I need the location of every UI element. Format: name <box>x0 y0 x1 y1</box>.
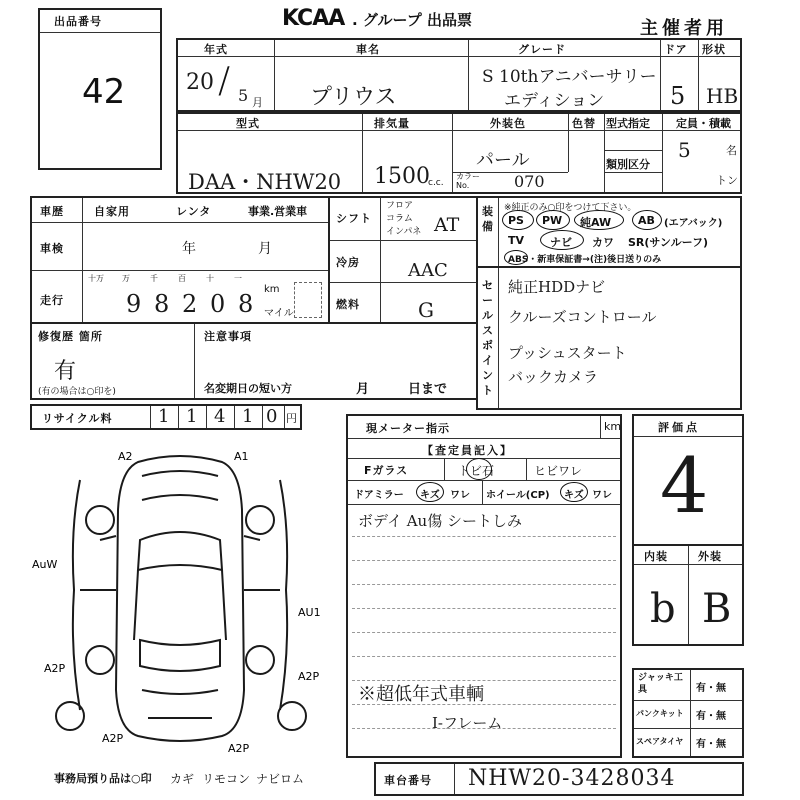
mirror-crack: ワレ <box>450 490 470 501</box>
equip-airbag: AB <box>638 214 655 227</box>
glass-crack: ヒビワレ <box>534 464 583 478</box>
shift-label: シフト <box>336 212 372 225</box>
interior-label: 内装 <box>644 550 668 563</box>
exterior-value: B <box>702 586 732 632</box>
deadline-label: 名変期日の短い方 <box>204 382 292 395</box>
office-items-text: 事務局預り品は○印 <box>54 772 152 785</box>
grade-label: 評価点 <box>658 421 700 434</box>
equip-alloy-wheel: 純AW <box>580 216 612 229</box>
equipment-note: ※純正のみ○印をつけて下さい。 <box>504 203 637 213</box>
mileage-unit-100k: 十万 <box>88 274 104 283</box>
fuel-label: 燃料 <box>336 298 360 311</box>
displacement-label: 排気量 <box>374 117 410 130</box>
sales-point-4: バックカメラ <box>508 368 599 386</box>
color-no-value: 070 <box>514 172 545 191</box>
sales-point-3: プッシュスタート <box>508 344 627 362</box>
vehicle-row-2 <box>176 112 742 194</box>
ton-unit: トン <box>716 174 738 187</box>
recycle-fee-block <box>30 404 302 430</box>
mileage-digit-4: 0 <box>210 290 226 318</box>
notes-label: 注意事項 <box>204 330 252 343</box>
model-value: プリウス <box>310 85 397 110</box>
car-damage-diagram <box>30 440 340 760</box>
sales-point-1: 純正HDDナビ <box>508 278 606 296</box>
inspector-title: 【査定員記入】 <box>422 444 513 457</box>
equip-pw: PW <box>542 214 563 227</box>
wheel-crack: ワレ <box>592 490 612 501</box>
type-label: 型式 <box>236 117 260 130</box>
history-option-private: 自家用 <box>94 205 130 218</box>
recycle-digit-2: 1 <box>186 406 198 427</box>
office-item-remote: リモコン <box>202 772 251 786</box>
mark-a2p-left-rear: A2P <box>44 662 66 675</box>
mile-label: マイル <box>264 308 294 319</box>
tools-box <box>632 668 744 758</box>
recycle-digit-5: 0 <box>266 406 278 427</box>
lot-number-box <box>38 8 162 170</box>
puncture-yes-no: 有・無 <box>696 711 726 722</box>
mileage-digit-1: 9 <box>126 290 142 318</box>
inspector-comment-2: ※超低年式車輌 <box>358 684 484 705</box>
mileage-unit-10: 十 <box>206 274 214 283</box>
history-option-business: 事業.営業車 <box>248 205 308 218</box>
year-label: 年式 <box>204 43 228 56</box>
mileage-unit-10k: 万 <box>122 274 130 283</box>
sales-points-block <box>476 266 742 410</box>
capacity-label: 定員・積載 <box>676 117 731 130</box>
exterior-color-label: 外装色 <box>490 117 526 130</box>
mileage-label: 走行 <box>40 294 64 307</box>
recycle-unit: 円 <box>286 412 297 425</box>
type-designation-label: 型式指定 <box>606 117 650 130</box>
glass-label: Fガラス <box>364 464 409 477</box>
doors-value: 5 <box>670 82 686 110</box>
aircon-value: AAC <box>408 260 448 281</box>
fuel-value: G <box>418 298 434 322</box>
mark-au1-right: AU1 <box>298 606 321 619</box>
grade-value-2: エディション <box>504 91 605 111</box>
inspector-comment-1: ボデイ Au傷 シートしみ <box>358 512 522 530</box>
wheel-label: ホイール(CP) <box>486 490 550 501</box>
history-label: 車歴 <box>40 205 64 218</box>
spare-tire-label: スペアタイヤ <box>636 737 684 746</box>
capacity-value: 5 <box>678 138 691 162</box>
shift-block <box>328 196 478 324</box>
meter-label: 現メーター指示 <box>366 422 450 435</box>
equip-leather: カワ <box>592 236 614 249</box>
mileage-digit-5: 8 <box>238 290 254 318</box>
repair-label: 修復歴 箇所 <box>38 330 103 343</box>
exterior-label: 外装 <box>698 550 722 563</box>
shift-instrument-panel: インパネ <box>386 227 422 237</box>
office-item-navi-rom: ナビロム <box>256 772 305 786</box>
month-value: 5 <box>238 86 249 105</box>
mileage-unit-1k: 千 <box>150 274 158 283</box>
repair-notes-block <box>30 322 478 400</box>
group-title: . グループ 出品票 <box>352 11 472 29</box>
equip-abs-warranty: ABS・新車保証書→(注)後日送りのみ <box>508 255 662 265</box>
equip-navi: ナビ <box>550 236 572 249</box>
interior-exterior-box <box>632 544 744 646</box>
mirror-label: ドアミラー <box>354 490 404 501</box>
displacement-value: 1500 <box>374 164 430 189</box>
sales-points-label: セールスポイント <box>482 279 494 397</box>
chassis-number-block <box>374 762 744 796</box>
model-label: 車名 <box>356 43 380 56</box>
equip-airbag-note: (エアバック) <box>664 218 723 229</box>
history-block <box>30 196 330 324</box>
jack-label: ジャッキ工具 <box>638 673 683 695</box>
inspector-comment-3: I-フレーム <box>432 714 503 732</box>
mark-a2p-right-rear: A2P <box>298 670 320 683</box>
repair-note: (有の場合は○印を) <box>38 387 116 397</box>
history-option-rental: レンタ <box>176 205 212 218</box>
vehicle-row-1: 年式 車名 グレード ドア 形状 20 / 5 月 プリウス S 10thアニバーサリー エディション 5 HB <box>176 38 742 112</box>
equip-sunroof: SR(サンルーフ) <box>628 236 709 249</box>
wheel-scratch: キズ <box>564 490 584 501</box>
inspection-month: 月 <box>258 241 272 257</box>
meter-unit: km <box>604 420 622 433</box>
mark-a1-front: A1 <box>234 450 249 463</box>
deadline-month: 月 <box>356 382 370 397</box>
recycle-digit-4: 1 <box>242 406 254 427</box>
type-value: DAA・NHW20 <box>188 170 342 194</box>
mark-a2-front: A2 <box>118 450 133 463</box>
kcaa-logo: KCAA <box>282 6 345 31</box>
mark-a2p-rear-left: A2P <box>102 732 124 745</box>
lot-number: 42 <box>82 72 126 112</box>
mileage-digit-2: 8 <box>154 290 170 318</box>
inspection-year: 年 <box>182 241 196 257</box>
office-item-key: カギ <box>170 772 195 786</box>
spare-yes-no: 有・無 <box>696 739 726 750</box>
jack-yes-no: 有・無 <box>696 683 726 694</box>
chassis-value: NHW20-3428034 <box>468 766 676 791</box>
shift-value: AT <box>434 214 460 236</box>
inspector-block <box>346 414 622 758</box>
mirror-scratch: キズ <box>420 490 440 501</box>
km-label: km <box>264 284 280 295</box>
glass-chip: トビ石 <box>458 464 495 478</box>
sales-point-2: クルーズコントロール <box>508 308 657 326</box>
puncture-kit-label: パンクキット <box>636 709 684 718</box>
sponsor-label: 主催者用 <box>640 18 728 39</box>
recycle-digit-3: 4 <box>214 406 226 427</box>
grade-value: 4 <box>660 441 709 530</box>
color-value: パール <box>476 150 530 171</box>
chassis-label: 車台番号 <box>384 774 432 787</box>
mileage-unit-100: 百 <box>178 274 186 283</box>
mileage-unit-1: 一 <box>234 274 242 283</box>
mark-auw-left: AuW <box>32 558 58 571</box>
grade-value-1: S 10thアニバーサリー <box>482 67 657 87</box>
interior-value: b <box>650 586 676 632</box>
mark-a2p-rear-right: A2P <box>228 742 250 755</box>
month-suffix: 月 <box>252 96 263 109</box>
lot-number-label: 出品番号 <box>54 15 102 28</box>
repair-value: 有 <box>54 359 77 384</box>
doors-label: ドア <box>664 43 688 56</box>
recycle-digit-1: 1 <box>158 406 170 427</box>
equip-ps: PS <box>508 214 524 227</box>
shift-column: コラム <box>386 214 413 224</box>
year-value: 20 <box>186 70 214 95</box>
color-no-label: カラー No. <box>456 172 480 190</box>
equip-tv: TV <box>508 234 525 247</box>
aircon-label: 冷房 <box>336 256 360 269</box>
classification-label: 類別区分 <box>606 158 650 171</box>
recycle-label: リサイクル料 <box>42 412 113 425</box>
cc-unit: c.c. <box>428 178 444 188</box>
shape-label: 形状 <box>702 43 726 56</box>
equipment-label: 装備 <box>482 205 494 233</box>
shape-value: HB <box>706 84 739 108</box>
capacity-unit: 名 <box>726 144 737 157</box>
equipment-block <box>476 196 742 268</box>
deadline-day: 日まで <box>408 382 448 397</box>
inspection-label: 車検 <box>40 242 64 255</box>
mileage-digit-3: 2 <box>182 290 198 318</box>
shift-floor: フロア <box>386 201 414 211</box>
repaint-label: 色替 <box>572 117 596 130</box>
grade-box <box>632 414 744 546</box>
grade-label: グレード <box>518 43 566 56</box>
